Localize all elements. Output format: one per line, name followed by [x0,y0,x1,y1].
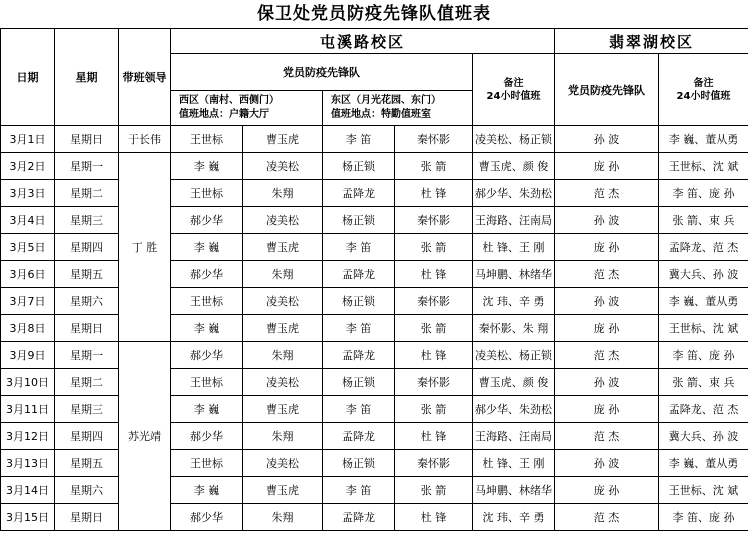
header-weekday: 星期 [55,29,119,126]
row-east-1: 孟降龙 [323,261,395,288]
row-east-2: 秦怀影 [395,288,473,315]
table-row [1,126,748,153]
row-feicuihu: 庞 孙 [555,153,659,180]
row-east-2: 张 箭 [395,477,473,504]
row-note: 沈 玮、辛 勇 [473,288,555,315]
row-weekday: 星期日 [55,126,119,153]
row-west-1: 王世标 [171,126,243,153]
row-west-1: 王世标 [171,369,243,396]
row-feicuihu: 孙 波 [555,369,659,396]
row-east-1: 李 笛 [323,126,395,153]
row-west-1: 王世标 [171,180,243,207]
table-row [1,207,748,234]
row-feicuihu-note: 王世标、沈 斌 [659,153,748,180]
row-east-2: 张 箭 [395,396,473,423]
row-east-1: 孟降龙 [323,504,395,531]
header-row-1 [1,29,748,54]
table-body [1,29,748,531]
header-note-feicuihu [659,54,748,126]
row-note: 杜 锋、王 刚 [473,234,555,261]
row-west-2: 曹玉虎 [243,477,323,504]
row-feicuihu-note: 冀大兵、孙 波 [659,261,748,288]
row-west-2: 朱翔 [243,342,323,369]
row-feicuihu-note: 李 笛、庞 孙 [659,180,748,207]
row-west-2: 凌美松 [243,369,323,396]
row-note: 郝少华、朱劲松 [473,396,555,423]
row-feicuihu: 范 杰 [555,261,659,288]
row-west-2: 曹玉虎 [243,396,323,423]
east-place-label: 值班地点：特勤值班室 [331,109,431,120]
row-note: 凌美松、杨正锁 [473,126,555,153]
row-feicuihu: 孙 波 [555,450,659,477]
row-leader: 苏光靖 [119,342,171,531]
table-row [1,450,748,477]
row-east-1: 杨正锁 [323,288,395,315]
table-row [1,369,748,396]
header-note-label: 备注 [503,77,524,89]
row-feicuihu-note: 王世标、沈 斌 [659,477,748,504]
row-feicuihu-note: 李 巍、董从勇 [659,288,748,315]
row-leader: 丁 胜 [119,153,171,342]
row-east-2: 杜 锋 [395,504,473,531]
row-east-1: 李 笛 [323,477,395,504]
row-date: 3月6日 [1,261,55,288]
table-row [1,396,748,423]
row-date: 3月2日 [1,153,55,180]
row-feicuihu: 范 杰 [555,504,659,531]
header-campus-feicuihu: 翡翠湖校区 [555,29,748,54]
row-note: 王海路、汪南局 [473,207,555,234]
row-weekday: 星期六 [55,477,119,504]
table-row [1,153,748,180]
row-note: 王海路、汪南局 [473,423,555,450]
row-east-2: 秦怀影 [395,450,473,477]
row-feicuihu-note: 王世标、沈 斌 [659,315,748,342]
row-east-1: 孟降龙 [323,342,395,369]
row-weekday: 星期日 [55,315,119,342]
table-row [1,477,748,504]
row-west-2: 曹玉虎 [243,315,323,342]
row-feicuihu-note: 冀大兵、孙 波 [659,423,748,450]
row-west-1: 李 巍 [171,234,243,261]
row-west-2: 凌美松 [243,450,323,477]
row-feicuihu: 孙 波 [555,207,659,234]
table-row [1,504,748,531]
row-west-2: 朱翔 [243,504,323,531]
header-note2-sub: 24小时值班 [676,90,731,102]
row-west-1: 郝少华 [171,423,243,450]
row-weekday: 星期五 [55,261,119,288]
row-west-2: 朱翔 [243,261,323,288]
row-east-1: 杨正锁 [323,207,395,234]
row-west-2: 朱翔 [243,423,323,450]
row-date: 3月12日 [1,423,55,450]
row-date: 3月5日 [1,234,55,261]
row-weekday: 星期三 [55,396,119,423]
row-feicuihu: 范 杰 [555,423,659,450]
row-weekday: 星期二 [55,369,119,396]
row-date: 3月14日 [1,477,55,504]
row-note: 杜 锋、王 刚 [473,450,555,477]
row-note: 凌美松、杨正锁 [473,342,555,369]
table-row [1,180,748,207]
row-feicuihu: 庞 孙 [555,396,659,423]
header-note-tunxi [473,54,555,126]
row-east-2: 杜 锋 [395,423,473,450]
row-note: 曹玉虎、颜 俊 [473,153,555,180]
row-note: 曹玉虎、颜 俊 [473,369,555,396]
row-weekday: 星期二 [55,180,119,207]
row-east-2: 秦怀影 [395,126,473,153]
row-west-1: 王世标 [171,288,243,315]
row-east-2: 杜 锋 [395,180,473,207]
row-date: 3月7日 [1,288,55,315]
header-note2-label: 备注 [693,77,714,89]
row-west-1: 李 巍 [171,315,243,342]
row-west-2: 曹玉虎 [243,234,323,261]
row-west-2: 朱翔 [243,180,323,207]
row-feicuihu-note: 李 笛、庞 孙 [659,504,748,531]
row-note: 秦怀影、朱 翔 [473,315,555,342]
row-west-1: 李 巍 [171,396,243,423]
row-date: 3月3日 [1,180,55,207]
row-feicuihu-note: 孟降龙、范 杰 [659,396,748,423]
row-feicuihu-note: 孟降龙、范 杰 [659,234,748,261]
row-east-2: 杜 锋 [395,261,473,288]
table-row [1,423,748,450]
row-note: 郝少华、朱劲松 [473,180,555,207]
row-date: 3月8日 [1,315,55,342]
header-team-feicuihu: 党员防疫先锋队 [555,54,659,126]
table-row [1,288,748,315]
header-note-sub: 24小时值班 [486,90,541,102]
row-east-1: 孟降龙 [323,423,395,450]
header-team-tunxi: 党员防疫先锋队 [171,54,473,91]
row-date: 3月1日 [1,126,55,153]
row-note: 马坤鹏、林绪华 [473,477,555,504]
row-note: 马坤鹏、林绪华 [473,261,555,288]
row-west-1: 王世标 [171,450,243,477]
row-weekday: 星期日 [55,504,119,531]
row-leader: 于长伟 [119,126,171,153]
row-east-2: 张 箭 [395,234,473,261]
row-east-1: 李 笛 [323,396,395,423]
row-feicuihu: 孙 波 [555,288,659,315]
row-east-1: 杨正锁 [323,450,395,477]
header-east-area [323,91,473,126]
row-east-1: 李 笛 [323,315,395,342]
row-feicuihu-note: 李 巍、董从勇 [659,450,748,477]
row-west-1: 李 巍 [171,153,243,180]
duty-table [0,28,748,531]
row-east-2: 张 箭 [395,153,473,180]
row-feicuihu: 庞 孙 [555,234,659,261]
row-date: 3月15日 [1,504,55,531]
row-feicuihu: 孙 波 [555,126,659,153]
row-weekday: 星期一 [55,342,119,369]
header-west-area [171,91,323,126]
row-east-1: 杨正锁 [323,153,395,180]
row-date: 3月4日 [1,207,55,234]
row-west-1: 郝少华 [171,504,243,531]
row-date: 3月13日 [1,450,55,477]
row-west-1: 郝少华 [171,342,243,369]
sheet-title: 保卫处党员防疫先锋队值班表 [257,4,491,24]
row-west-1: 郝少华 [171,261,243,288]
row-weekday: 星期一 [55,153,119,180]
table-row [1,261,748,288]
header-leader: 带班领导 [119,29,171,126]
row-east-2: 张 箭 [395,315,473,342]
row-east-2: 秦怀影 [395,207,473,234]
row-feicuihu-note: 张 箭、束 兵 [659,207,748,234]
row-east-1: 杨正锁 [323,369,395,396]
row-feicuihu: 范 杰 [555,180,659,207]
row-date: 3月9日 [1,342,55,369]
row-date: 3月10日 [1,369,55,396]
row-weekday: 星期三 [55,207,119,234]
header-date: 日期 [1,29,55,126]
header-campus-tunxi: 屯溪路校区 [171,29,555,54]
row-east-2: 杜 锋 [395,342,473,369]
west-place-label: 值班地点：户籍大厅 [179,109,269,120]
row-west-1: 郝少华 [171,207,243,234]
row-east-2: 秦怀影 [395,369,473,396]
row-feicuihu: 庞 孙 [555,477,659,504]
row-date: 3月11日 [1,396,55,423]
row-west-2: 凌美松 [243,153,323,180]
row-weekday: 星期六 [55,288,119,315]
row-feicuihu-note: 张 箭、束 兵 [659,369,748,396]
table-row [1,342,748,369]
row-east-1: 孟降龙 [323,180,395,207]
row-feicuihu: 范 杰 [555,342,659,369]
row-west-2: 曹玉虎 [243,126,323,153]
east-area-label: 东区（月光花园、东门） [331,95,441,106]
row-weekday: 星期四 [55,423,119,450]
row-west-2: 凌美松 [243,288,323,315]
row-west-2: 凌美松 [243,207,323,234]
row-note: 沈 玮、辛 勇 [473,504,555,531]
table-row [1,234,748,261]
row-feicuihu-note: 李 笛、庞 孙 [659,342,748,369]
row-west-1: 李 巍 [171,477,243,504]
row-feicuihu-note: 李 巍、董从勇 [659,126,748,153]
row-weekday: 星期四 [55,234,119,261]
row-weekday: 星期五 [55,450,119,477]
table-row [1,315,748,342]
row-feicuihu: 庞 孙 [555,315,659,342]
west-area-label: 西区（南村、西侧门） [179,95,279,106]
row-east-1: 李 笛 [323,234,395,261]
